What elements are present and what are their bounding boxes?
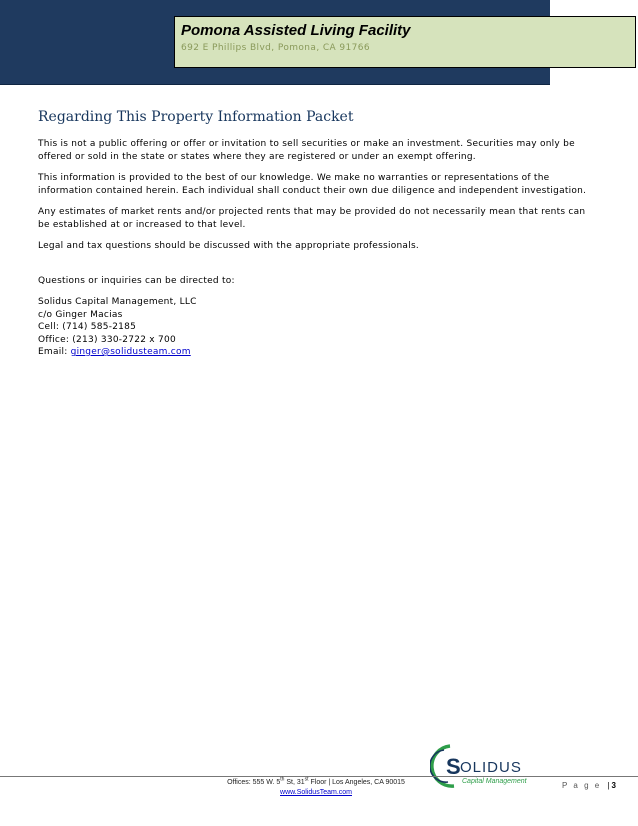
page-number-value: 3 <box>611 781 616 790</box>
email-label: Email: <box>38 347 71 357</box>
property-address: 692 E Phillips Blvd, Pomona, CA 91766 <box>181 43 370 53</box>
footer-address <box>196 778 436 798</box>
footer-office-line <box>196 778 436 788</box>
address-part-1: Offices: 555 W. 5 <box>227 779 281 786</box>
logo-letter-s: S <box>446 754 461 779</box>
address-sup-1: th <box>280 776 285 783</box>
page-label: P a g e <box>562 781 602 790</box>
contact-cell: Cell: (714) 585-2185 <box>38 322 137 332</box>
contact-office: Office: (213) 330-2722 x 700 <box>38 334 176 345</box>
website-link[interactable]: www.SolidusTeam.com <box>280 789 352 796</box>
property-title-box <box>174 16 636 68</box>
inquiries-intro: Questions or inquiries can be directed to: <box>38 276 235 286</box>
email-link[interactable]: ginger@solidusteam.com <box>70 347 191 357</box>
paragraph-warranty: This information is provided to the best of our knowledge. We make no warranties or representations of the information contained herein. Each individual shall conduct their own due diligence and independent investigation. <box>38 173 587 196</box>
solidus-logo <box>430 742 550 790</box>
section-heading: Regarding This Property Information Packet <box>38 109 354 125</box>
logo-subtext: Capital Management <box>462 778 527 785</box>
spacer <box>38 261 598 275</box>
page-number <box>562 781 616 790</box>
address-part-3: Floor | Los Angeles, CA 90015 <box>308 779 405 786</box>
contact-block <box>38 296 598 359</box>
logo-wordmark: OLIDUS <box>460 759 522 776</box>
document-body <box>38 108 598 359</box>
footer-divider <box>0 776 638 777</box>
contact-attention: c/o Ginger Macias <box>38 309 123 320</box>
contact-company: Solidus Capital Management, LLC <box>38 297 197 307</box>
address-sup-2: st <box>304 776 309 783</box>
contact-email-row <box>38 346 598 359</box>
page-separator: | <box>607 781 610 790</box>
address-part-2: St, 31 <box>284 779 305 786</box>
paragraph-offering: This is not a public offering or offer or invitation to sell securities or make an investment. Securities may only be offered or sold in the state or states where they are registered or under an exempt offering. <box>38 139 575 162</box>
property-title: Pomona Assisted Living Facility <box>181 22 411 39</box>
paragraph-legal: Legal and tax questions should be discussed with the appropriate professionals. <box>38 241 419 251</box>
paragraph-rents: Any estimates of market rents and/or projected rents that may be provided do not necessarily mean that rents can be established at or increased to that level. <box>38 207 586 230</box>
